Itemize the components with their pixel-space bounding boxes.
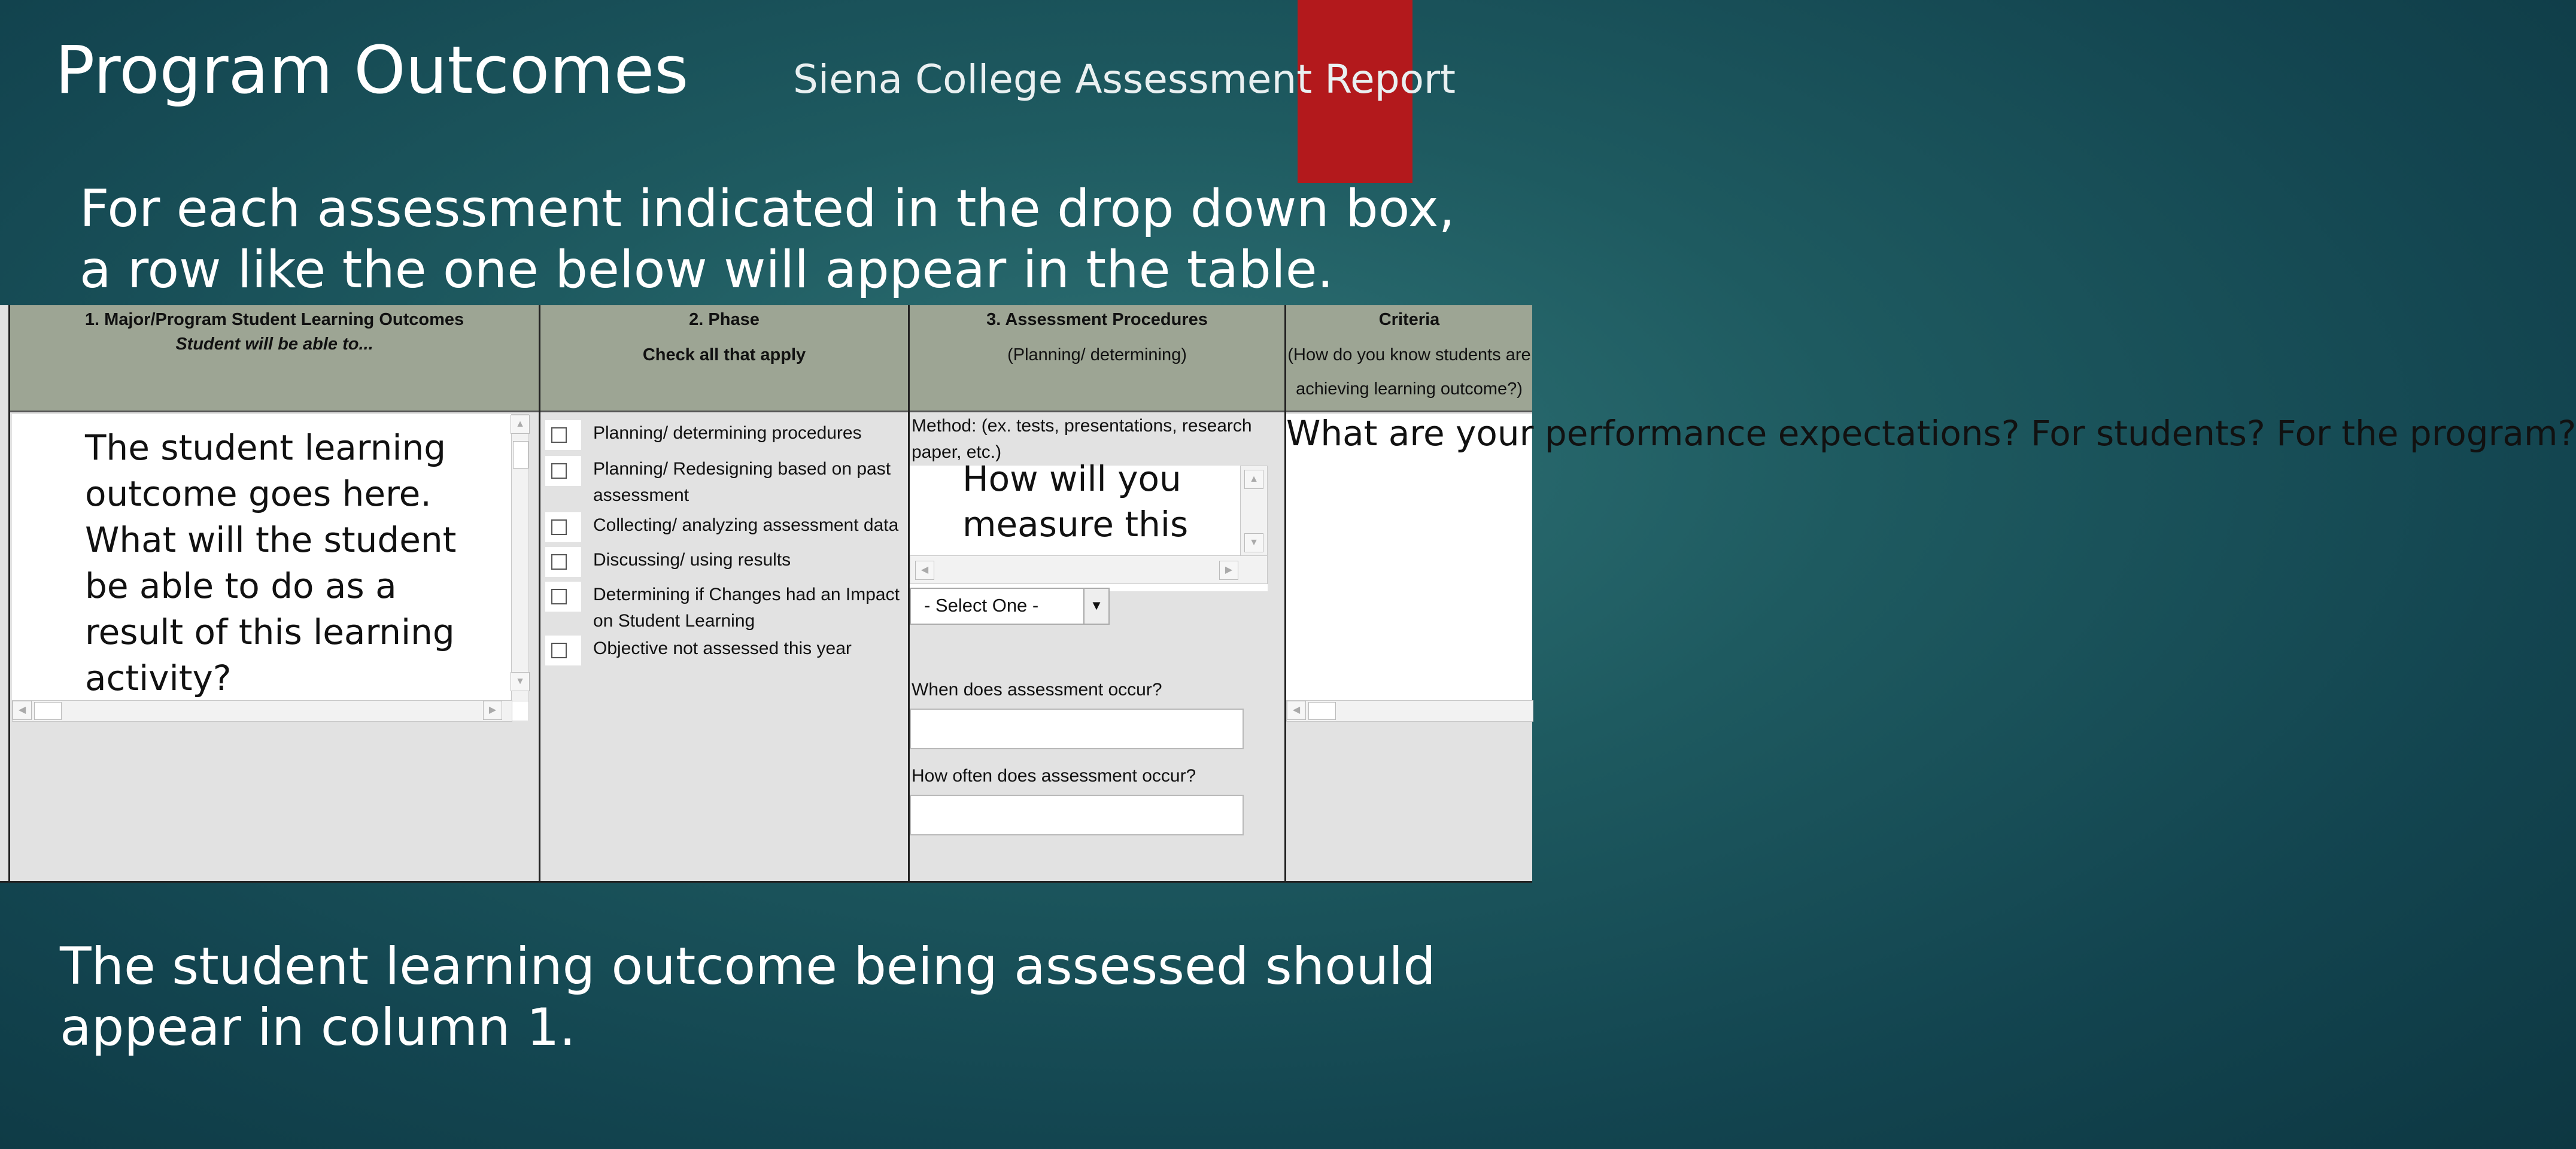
outcome-textarea[interactable]	[12, 414, 528, 721]
method-scroll-up-icon[interactable]: ▲	[1244, 470, 1263, 489]
hscroll-thumb[interactable]	[34, 702, 62, 720]
scroll-down-icon[interactable]: ▼	[511, 672, 530, 691]
scroll-thumb[interactable]	[513, 441, 528, 469]
often-input[interactable]	[910, 795, 1244, 835]
col2-header-sub: Check all that apply	[642, 345, 806, 364]
checkbox-6[interactable]	[551, 643, 567, 658]
phase-option-5-label: Determining if Changes had an Impact on Student Learning	[593, 585, 900, 631]
scroll-up-icon[interactable]: ▲	[511, 415, 530, 434]
often-label: How often does assessment occur?	[912, 766, 1196, 786]
method-vscrollbar[interactable]	[1240, 466, 1268, 557]
phase-option-4-label: Discussing/ using results	[593, 550, 791, 570]
footer-line-1: The student learning outcome being assessed should	[60, 937, 1436, 996]
outcome-hscrollbar[interactable]	[12, 700, 512, 722]
scroll-left-icon[interactable]: ◀	[13, 701, 32, 720]
checkbox-1[interactable]	[551, 427, 567, 443]
intro-line-1: For each assessment indicated in the drop down box,	[80, 179, 1455, 239]
col4-header-sub-1: (How do you know students are	[1287, 345, 1531, 364]
phase-option-1[interactable]	[545, 420, 916, 450]
outcome-vscrollbar[interactable]	[511, 414, 529, 701]
phase-option-3[interactable]	[545, 512, 916, 542]
criteria-hscroll-thumb[interactable]	[1308, 702, 1336, 720]
method-textarea[interactable]	[910, 458, 1268, 591]
outcome-text: The student learning outcome goes here. What will the student be able to do as a result of this learning activity?	[85, 427, 457, 698]
criteria-hscrollbar[interactable]	[1286, 700, 1533, 722]
phase-option-2[interactable]	[545, 456, 916, 509]
footer-text	[60, 936, 1436, 1058]
intro-text	[80, 178, 1455, 300]
phase-option-2-label: Planning/ Redesigning based on past assessment	[593, 459, 891, 505]
phase-option-3-label: Collecting/ analyzing assessment data	[593, 515, 899, 535]
col4-header-title: Criteria	[1378, 310, 1440, 329]
table-left-border	[8, 305, 10, 881]
checkbox-2[interactable]	[551, 463, 567, 479]
slide-title: Program Outcomes	[55, 32, 689, 108]
chevron-down-icon[interactable]: ▼	[1083, 589, 1108, 624]
method-label: Method: (ex. tests, presentations, research paper, etc.)	[912, 416, 1252, 462]
checkbox-3[interactable]	[551, 519, 567, 535]
method-hscrollbar[interactable]	[910, 555, 1268, 584]
col2-header-title: 2. Phase	[689, 310, 760, 329]
col3-header	[910, 305, 1284, 412]
phase-option-6-label: Objective not assessed this year	[593, 639, 852, 658]
checkbox-5[interactable]	[551, 589, 567, 604]
when-label: When does assessment occur?	[912, 680, 1162, 700]
scroll-right-icon[interactable]: ▶	[483, 701, 502, 720]
col1-header	[10, 305, 539, 412]
method-text: How will you measure this	[962, 458, 1189, 545]
when-input[interactable]	[910, 709, 1244, 749]
criteria-scroll-left-icon[interactable]: ◀	[1287, 701, 1306, 720]
brand-title: Siena College Assessment Report	[793, 56, 1456, 102]
phase-option-1-label: Planning/ determining procedures	[593, 423, 862, 443]
assessment-select-value: - Select One -	[924, 595, 1039, 616]
intro-line-2: a row like the one below will appear in the table.	[80, 240, 1333, 300]
phase-option-5[interactable]	[545, 582, 916, 634]
col4-header	[1286, 305, 1532, 412]
col1-header-title: 1. Major/Program Student Learning Outcomes	[84, 310, 464, 329]
checkbox-4[interactable]	[551, 554, 567, 570]
col1-header-sub: Student will be able to...	[175, 335, 373, 354]
method-scroll-left-icon[interactable]: ◀	[915, 561, 934, 580]
criteria-text: What are your performance expectations? For students? For the program?	[1286, 413, 2576, 454]
phase-option-4[interactable]	[545, 547, 916, 577]
method-scroll-down-icon[interactable]: ▼	[1244, 533, 1263, 552]
col4-header-sub-2: achieving learning outcome?)	[1296, 379, 1523, 399]
col3-header-sub: (Planning/ determining)	[1007, 345, 1187, 364]
col3-header-title: 3. Assessment Procedures	[986, 310, 1208, 329]
footer-line-2: appear in column 1.	[60, 998, 576, 1057]
col2-header	[540, 305, 908, 412]
assessment-select[interactable]	[910, 588, 1110, 625]
criteria-textarea[interactable]	[1286, 413, 2576, 721]
method-scroll-right-icon[interactable]: ▶	[1219, 561, 1238, 580]
assessment-form-screenshot	[0, 305, 2576, 883]
phase-option-6[interactable]	[545, 636, 916, 665]
phase-checkbox-list	[540, 414, 908, 881]
